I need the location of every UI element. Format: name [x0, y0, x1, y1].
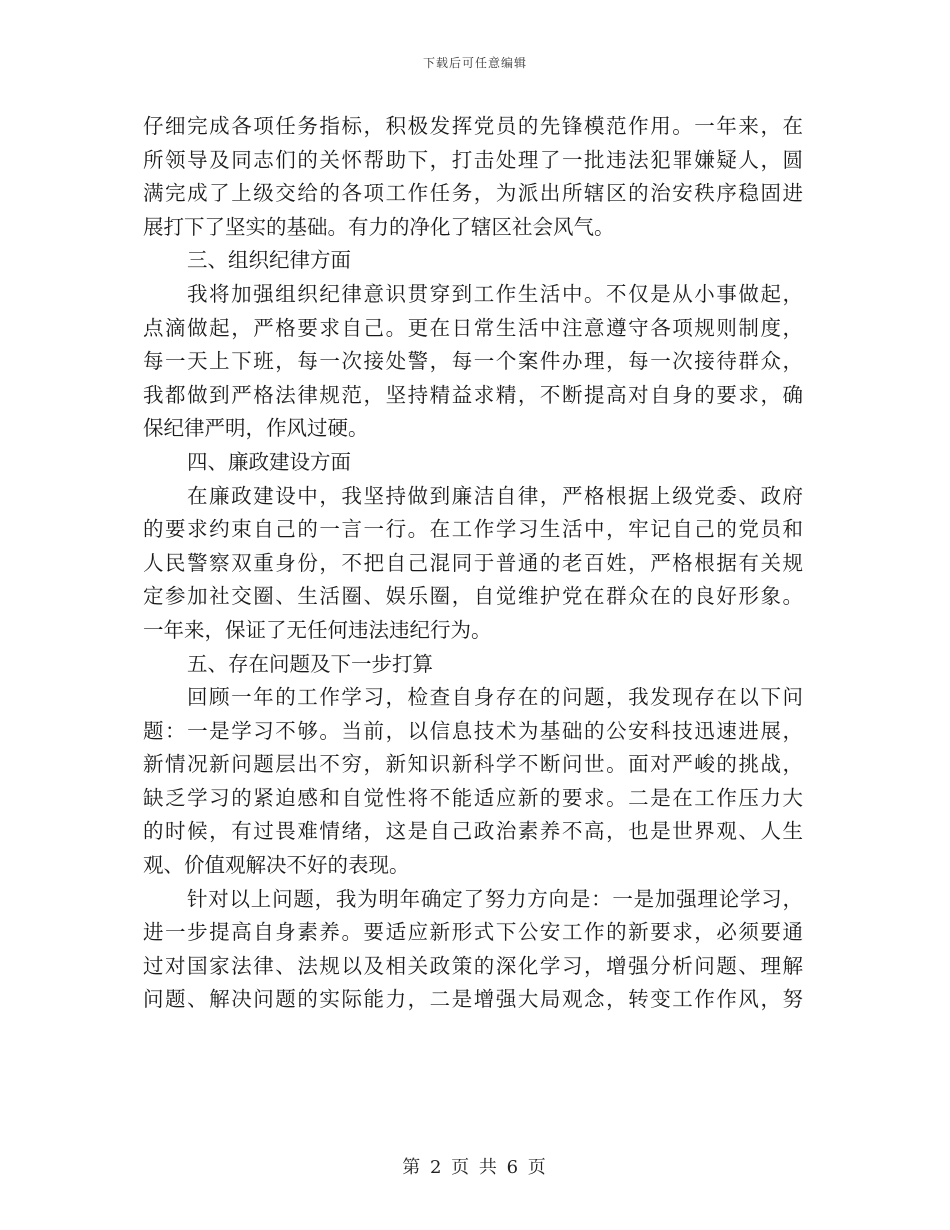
text-line: 一年来，保证了无任何违法违纪行为。 [143, 617, 492, 642]
section-heading: 四、廉政建设方面 [187, 449, 351, 474]
text-line: 的时候，有过畏难情绪，这是自己政治素养不高，也是世界观、人生 [143, 819, 803, 844]
text-line: 定参加社交圈、生活圈、娱乐圈，自觉维护党在群众在的良好形象。 [143, 584, 803, 609]
text-line: 点滴做起，严格要求自己。更在日常生活中注意遵守各项规则制度， [143, 315, 803, 340]
page-number: 第 2 页 共 6 页 [402, 1157, 548, 1178]
text-line: 针对以上问题，我为明年确定了努力方向是：一是加强理论学习， [187, 886, 803, 911]
text-line: 仔细完成各项任务指标，积极发挥党员的先锋模范作用。一年来，在 [143, 114, 803, 138]
text-line: 观、价值观解决不好的表现。 [143, 853, 410, 878]
text-line: 每一天上下班，每一次接处警，每一个案件办理，每一次接待群众， [143, 349, 803, 374]
text-line: 回顾一年的工作学习，检查自身存在的问题，我发现存在以下问 [187, 685, 803, 710]
document-body [143, 110, 803, 1017]
text-line: 我都做到严格法律规范，坚持精益求精，不断提高对自身的要求，确 [143, 382, 803, 407]
text-line: 我将加强组织纪律意识贯穿到工作生活中。不仅是从小事做起， [187, 281, 803, 306]
page-header: 下载后可任意编辑 [422, 56, 527, 70]
text-line: 的要求约束自己的一言一行。在工作学习生活中，牢记自己的党员和 [143, 517, 803, 542]
text-line: 过对国家法律、法规以及相关政策的深化学习，增强分析问题、理解 [143, 953, 803, 978]
text-line: 人民警察双重身份，不把自己混同于普通的老百姓，严格根据有关规 [143, 550, 803, 575]
text-line: 在廉政建设中，我坚持做到廉洁自律，严格根据上级党委、政府 [187, 483, 803, 508]
text-line: 保纪律严明，作风过硬。 [143, 416, 369, 441]
text-line: 进一步提高自身素养。要适应新形式下公安工作的新要求，必须要通 [143, 920, 803, 945]
section-heading: 五、存在问题及下一步打算 [187, 651, 433, 676]
text-line: 题：一是学习不够。当前，以信息技术为基础的公安科技迅速进展， [143, 718, 803, 743]
text-line: 所领导及同志们的关怀帮助下，打击处理了一批违法犯罪嫌疑人，圆 [143, 147, 803, 172]
text-line: 问题、解决问题的实际能力，二是增强大局观念，转变工作作风，努 [143, 987, 803, 1012]
section-heading: 三、组织纪律方面 [187, 248, 351, 273]
text-line: 满完成了上级交给的各项工作任务，为派出所辖区的治安秩序稳固进 [143, 181, 803, 206]
text-line: 缺乏学习的紧迫感和自觉性将不能适应新的要求。二是在工作压力大 [143, 785, 803, 810]
text-line: 新情况新问题层出不穷，新知识新科学不断问世。面对严峻的挑战， [143, 752, 803, 777]
text-line: 展打下了坚实的基础。有力的净化了辖区社会风气。 [143, 214, 615, 239]
